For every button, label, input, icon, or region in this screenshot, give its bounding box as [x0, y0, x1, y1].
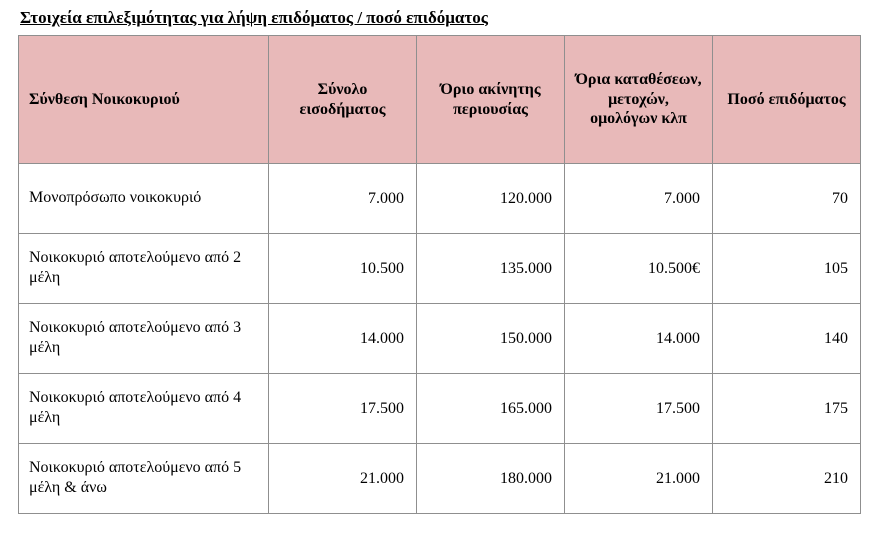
cell-deposits-limit: 21.000 — [565, 444, 713, 514]
cell-property-limit: 135.000 — [417, 234, 565, 304]
cell-benefit-amount: 70 — [713, 164, 861, 234]
column-header-benefit-amount: Ποσό επιδόματος — [713, 36, 861, 164]
table-row — [19, 444, 861, 514]
cell-property-limit: 150.000 — [417, 304, 565, 374]
cell-benefit-amount: 105 — [713, 234, 861, 304]
table-row — [19, 234, 861, 304]
cell-benefit-amount: 210 — [713, 444, 861, 514]
cell-household: Νοικοκυριό αποτελούμενο από 4 μέλη — [19, 374, 269, 444]
cell-total-income: 21.000 — [269, 444, 417, 514]
cell-total-income: 14.000 — [269, 304, 417, 374]
page-title: Στοιχεία επιλεξιμότητας για λήψη επιδόματος / ποσό επιδόματος — [20, 8, 488, 27]
column-header-deposits-limit: Όρια καταθέσεων, μετοχών, ομολόγων κλπ — [565, 36, 713, 164]
table-body — [19, 164, 861, 514]
cell-household: Νοικοκυριό αποτελούμενο από 2 μέλη — [19, 234, 269, 304]
column-header-household: Σύνθεση Νοικοκυριού — [19, 36, 269, 164]
table-header — [19, 36, 861, 164]
table-row — [19, 304, 861, 374]
cell-deposits-limit: 10.500€ — [565, 234, 713, 304]
cell-property-limit: 180.000 — [417, 444, 565, 514]
cell-household: Νοικοκυριό αποτελούμενο από 3 μέλη — [19, 304, 269, 374]
column-header-property-limit: Όριο ακίνητης περιουσίας — [417, 36, 565, 164]
cell-property-limit: 165.000 — [417, 374, 565, 444]
table-row — [19, 164, 861, 234]
cell-deposits-limit: 14.000 — [565, 304, 713, 374]
cell-total-income: 17.500 — [269, 374, 417, 444]
table-row — [19, 374, 861, 444]
cell-benefit-amount: 175 — [713, 374, 861, 444]
cell-deposits-limit: 7.000 — [565, 164, 713, 234]
cell-deposits-limit: 17.500 — [565, 374, 713, 444]
eligibility-table — [18, 35, 861, 514]
table-header-row — [19, 36, 861, 164]
cell-benefit-amount: 140 — [713, 304, 861, 374]
cell-total-income: 10.500 — [269, 234, 417, 304]
column-header-total-income: Σύνολο εισοδήματος — [269, 36, 417, 164]
cell-household: Μονοπρόσωπο νοικοκυριό — [19, 164, 269, 234]
cell-total-income: 7.000 — [269, 164, 417, 234]
cell-property-limit: 120.000 — [417, 164, 565, 234]
cell-household: Νοικοκυριό αποτελούμενο από 5 μέλη & άνω — [19, 444, 269, 514]
